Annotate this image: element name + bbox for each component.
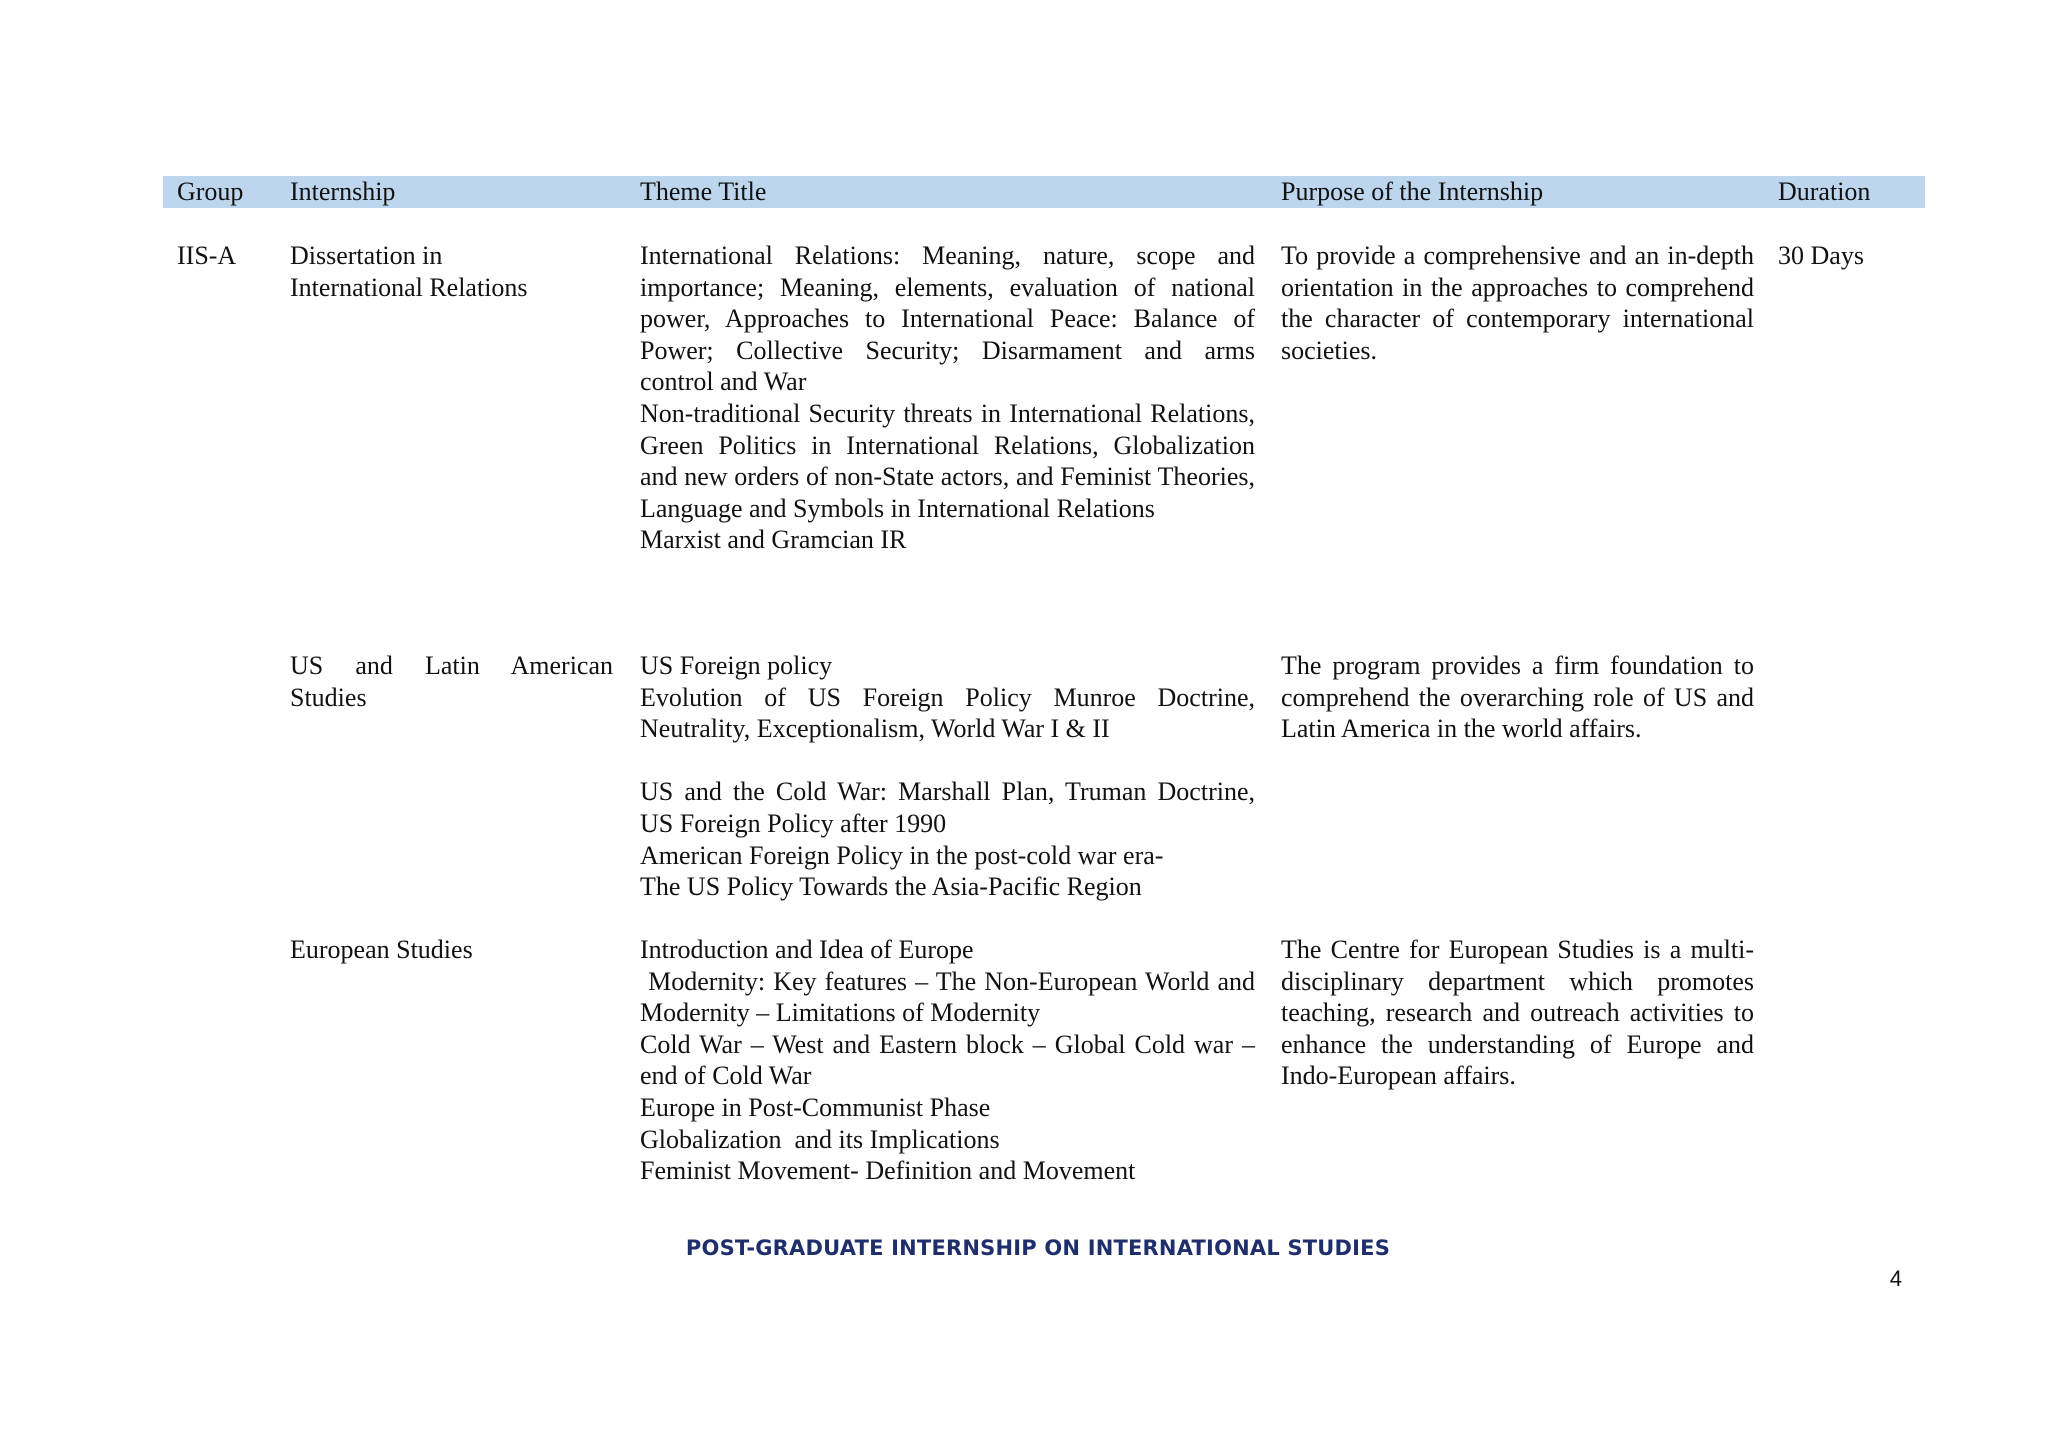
theme-line: Evolution of US Foreign Policy Munroe Doctrine, Neutrality, Exceptionalism, World War I & II [640, 682, 1255, 744]
theme-line: International Relations: Meaning, nature, scope and importance; Meaning, elements, evaluation of national power, Approaches to International Peace: Balance of Power; Collective Security; Disarmament and arms control and War [640, 241, 1255, 397]
page-number: 4 [1889, 1266, 1902, 1291]
theme-line: Marxist and Gramcian IR [640, 525, 907, 555]
header-group: Group [177, 177, 244, 206]
internship-cell: European Studies [290, 935, 473, 964]
theme-line: US and the Cold War: Marshall Plan, Truman Doctrine, US Foreign Policy after 1990 [640, 777, 1255, 838]
internship-cell: Dissertation in International Relations [290, 241, 528, 302]
theme-line: Modernity: Key features – The Non-European World and Modernity – Limitations of Modernity [640, 966, 1262, 1028]
header-internship: Internship [290, 177, 396, 206]
theme-line: Introduction and Idea of Europe [640, 935, 974, 964]
theme-title-cell [640, 240, 1255, 556]
internship-cell: US and Latin American Studies [290, 651, 613, 712]
duration-cell: 30 Days [1778, 241, 1864, 270]
theme-line: Europe in Post-Communist Phase [640, 1092, 991, 1122]
header-purpose: Purpose of the Internship [1281, 177, 1544, 206]
footer-title: POST-GRADUATE INTERNSHIP ON INTERNATIONAL STUDIES [685, 1236, 1391, 1260]
group-cell: IIS-A [177, 241, 237, 270]
purpose-cell: The Centre for European Studies is a multi-disciplinary department which promotes teaching, research and outreach activities to enhance the understanding of Europe and Indo-European affairs. [1281, 935, 1754, 1091]
theme-line: Non-traditional Security threats in International Relations, Green Politics in International Relations, Globalization and new orders of non-State actors, and Feminist Theories, Language and Symbols in International Relations [640, 398, 1255, 523]
purpose-cell: To provide a comprehensive and an in-depth orientation in the approaches to comprehend the character of contemporary international societies. [1281, 241, 1754, 365]
header-theme-title: Theme Title [640, 177, 767, 206]
header-duration: Duration [1778, 177, 1871, 206]
theme-line: Feminist Movement- Definition and Movement [640, 1156, 1136, 1186]
table-header-row [163, 176, 1925, 208]
theme-line: US Foreign policy [640, 651, 833, 680]
purpose-cell: The program provides a firm foundation to comprehend the overarching role of US and Latin America in the world affairs. [1281, 651, 1754, 744]
theme-line: Cold War – West and Eastern block – Global Cold war – end of Cold War [640, 1029, 1255, 1091]
theme-line: The US Policy Towards the Asia-Pacific Region [640, 872, 1142, 902]
theme-line: Globalization and its Implications [640, 1124, 1000, 1154]
theme-line: American Foreign Policy in the post-cold war era- [640, 840, 1164, 870]
theme-title-cell [640, 650, 1255, 903]
theme-title-cell [640, 934, 1262, 1187]
